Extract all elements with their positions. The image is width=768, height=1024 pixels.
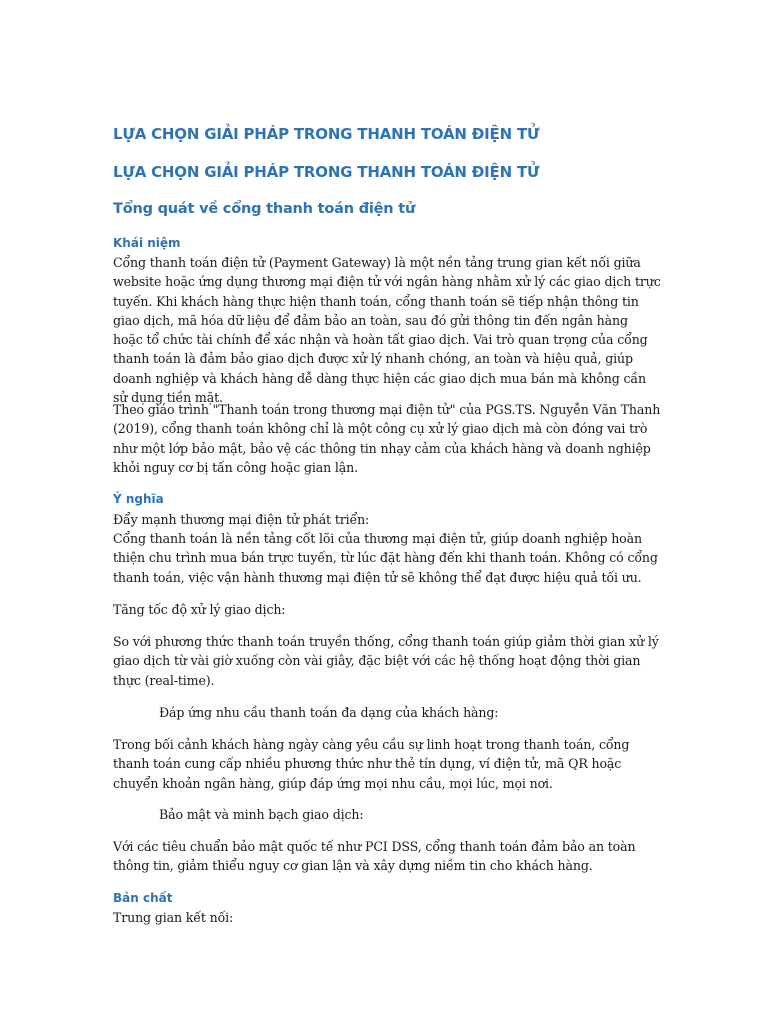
paragraph-diverse-needs: Trong bối cảnh khách hàng ngày càng yêu cầu sự linh hoạt trong thanh toán, cổng thanh toán cung cấp nhiều phương thức như thẻ tín dụng, ví điện tử, mã QR hoặc chuyển khoản ngân hàng, giúp đáp ứng mọi nhu cầu, mọi lúc, mọi nơi. [113,737,630,791]
subheading-khai-niem: Khái niệm [113,236,181,250]
document-title: LỰA CHỌN GIẢI PHÁP TRONG THANH TOÁN ĐIỆN TỬ [113,125,540,143]
point-title-diverse-needs: Đáp ứng nhu cầu thanh toán đa dạng của khách hàng: [159,705,499,720]
subheading-y-nghia: Ý nghĩa [113,492,164,506]
point-title-intermediary: Trung gian kết nối: [113,910,234,925]
paragraph-definition: Cổng thanh toán điện tử (Payment Gateway) là một nền tảng trung gian kết nối giữa website hoặc ứng dụng thương mại điện tử với ngân hàng nhằm xử lý các giao dịch trực tuyến. Khi khách hàng thực hiện thanh toán, cổng thanh toán sẽ tiếp nhận thông tin giao dịch, mã hóa dữ liệu để đảm bảo an toàn, sau đó gửi thông tin đến ngân hàng hoặc tổ chức tài chính để xác nhận và hoàn tất giao dịch. Vai trò quan trọng của cổng thanh toán là đảm bảo giao dịch được xử lý nhanh chóng, an toàn và hiệu quả, giúp doanh nghiệp và khách hàng dễ dàng thực hiện các giao dịch mua bán mà không cần sử dụng tiền mặt. [113,255,661,406]
paragraph-ecommerce: Cổng thanh toán là nền tảng cốt lõi của thương mại điện tử, giúp doanh nghiệp hoàn thiện chu trình mua bán trực tuyến, từ lúc đặt hàng đến khi thanh toán. Không có cổng thanh toán, việc vận hành thương mại điện tử sẽ không thể đạt được hiệu quả tối ưu. [113,531,658,585]
subheading-ban-chat: Bản chất [113,891,173,905]
section-heading: Tổng quát về cổng thanh toán điện tử [113,201,416,217]
point-title-security: Bảo mật và minh bạch giao dịch: [159,807,364,822]
point-title-ecommerce: Đẩy mạnh thương mại điện tử phát triển: [113,512,370,527]
paragraph-textbook-reference: Theo giáo trình "Thanh toán trong thương mại điện tử" của PGS.TS. Nguyễn Văn Thanh (2019), cổng thanh toán không chỉ là một công cụ xử lý giao dịch mà còn đóng vai trò như một lớp bảo mật, bảo vệ các thông tin nhạy cảm của khách hàng và doanh nghiệp khỏi nguy cơ bị tấn công hoặc gian lận. [113,402,661,475]
paragraph-speed: So với phương thức thanh toán truyền thống, cổng thanh toán giúp giảm thời gian xử lý giao dịch từ vài giờ xuống còn vài giây, đặc biệt với các hệ thống hoạt động thời gian thực (real-time). [113,634,659,688]
point-title-speed: Tăng tốc độ xử lý giao dịch: [113,602,286,617]
document-title-repeat: LỰA CHỌN GIẢI PHÁP TRONG THANH TOÁN ĐIỆN TỬ [113,163,540,181]
paragraph-security: Với các tiêu chuẩn bảo mật quốc tế như PCI DSS, cổng thanh toán đảm bảo an toàn thông tin, giảm thiểu nguy cơ gian lận và xây dựng niềm tin cho khách hàng. [113,839,636,874]
